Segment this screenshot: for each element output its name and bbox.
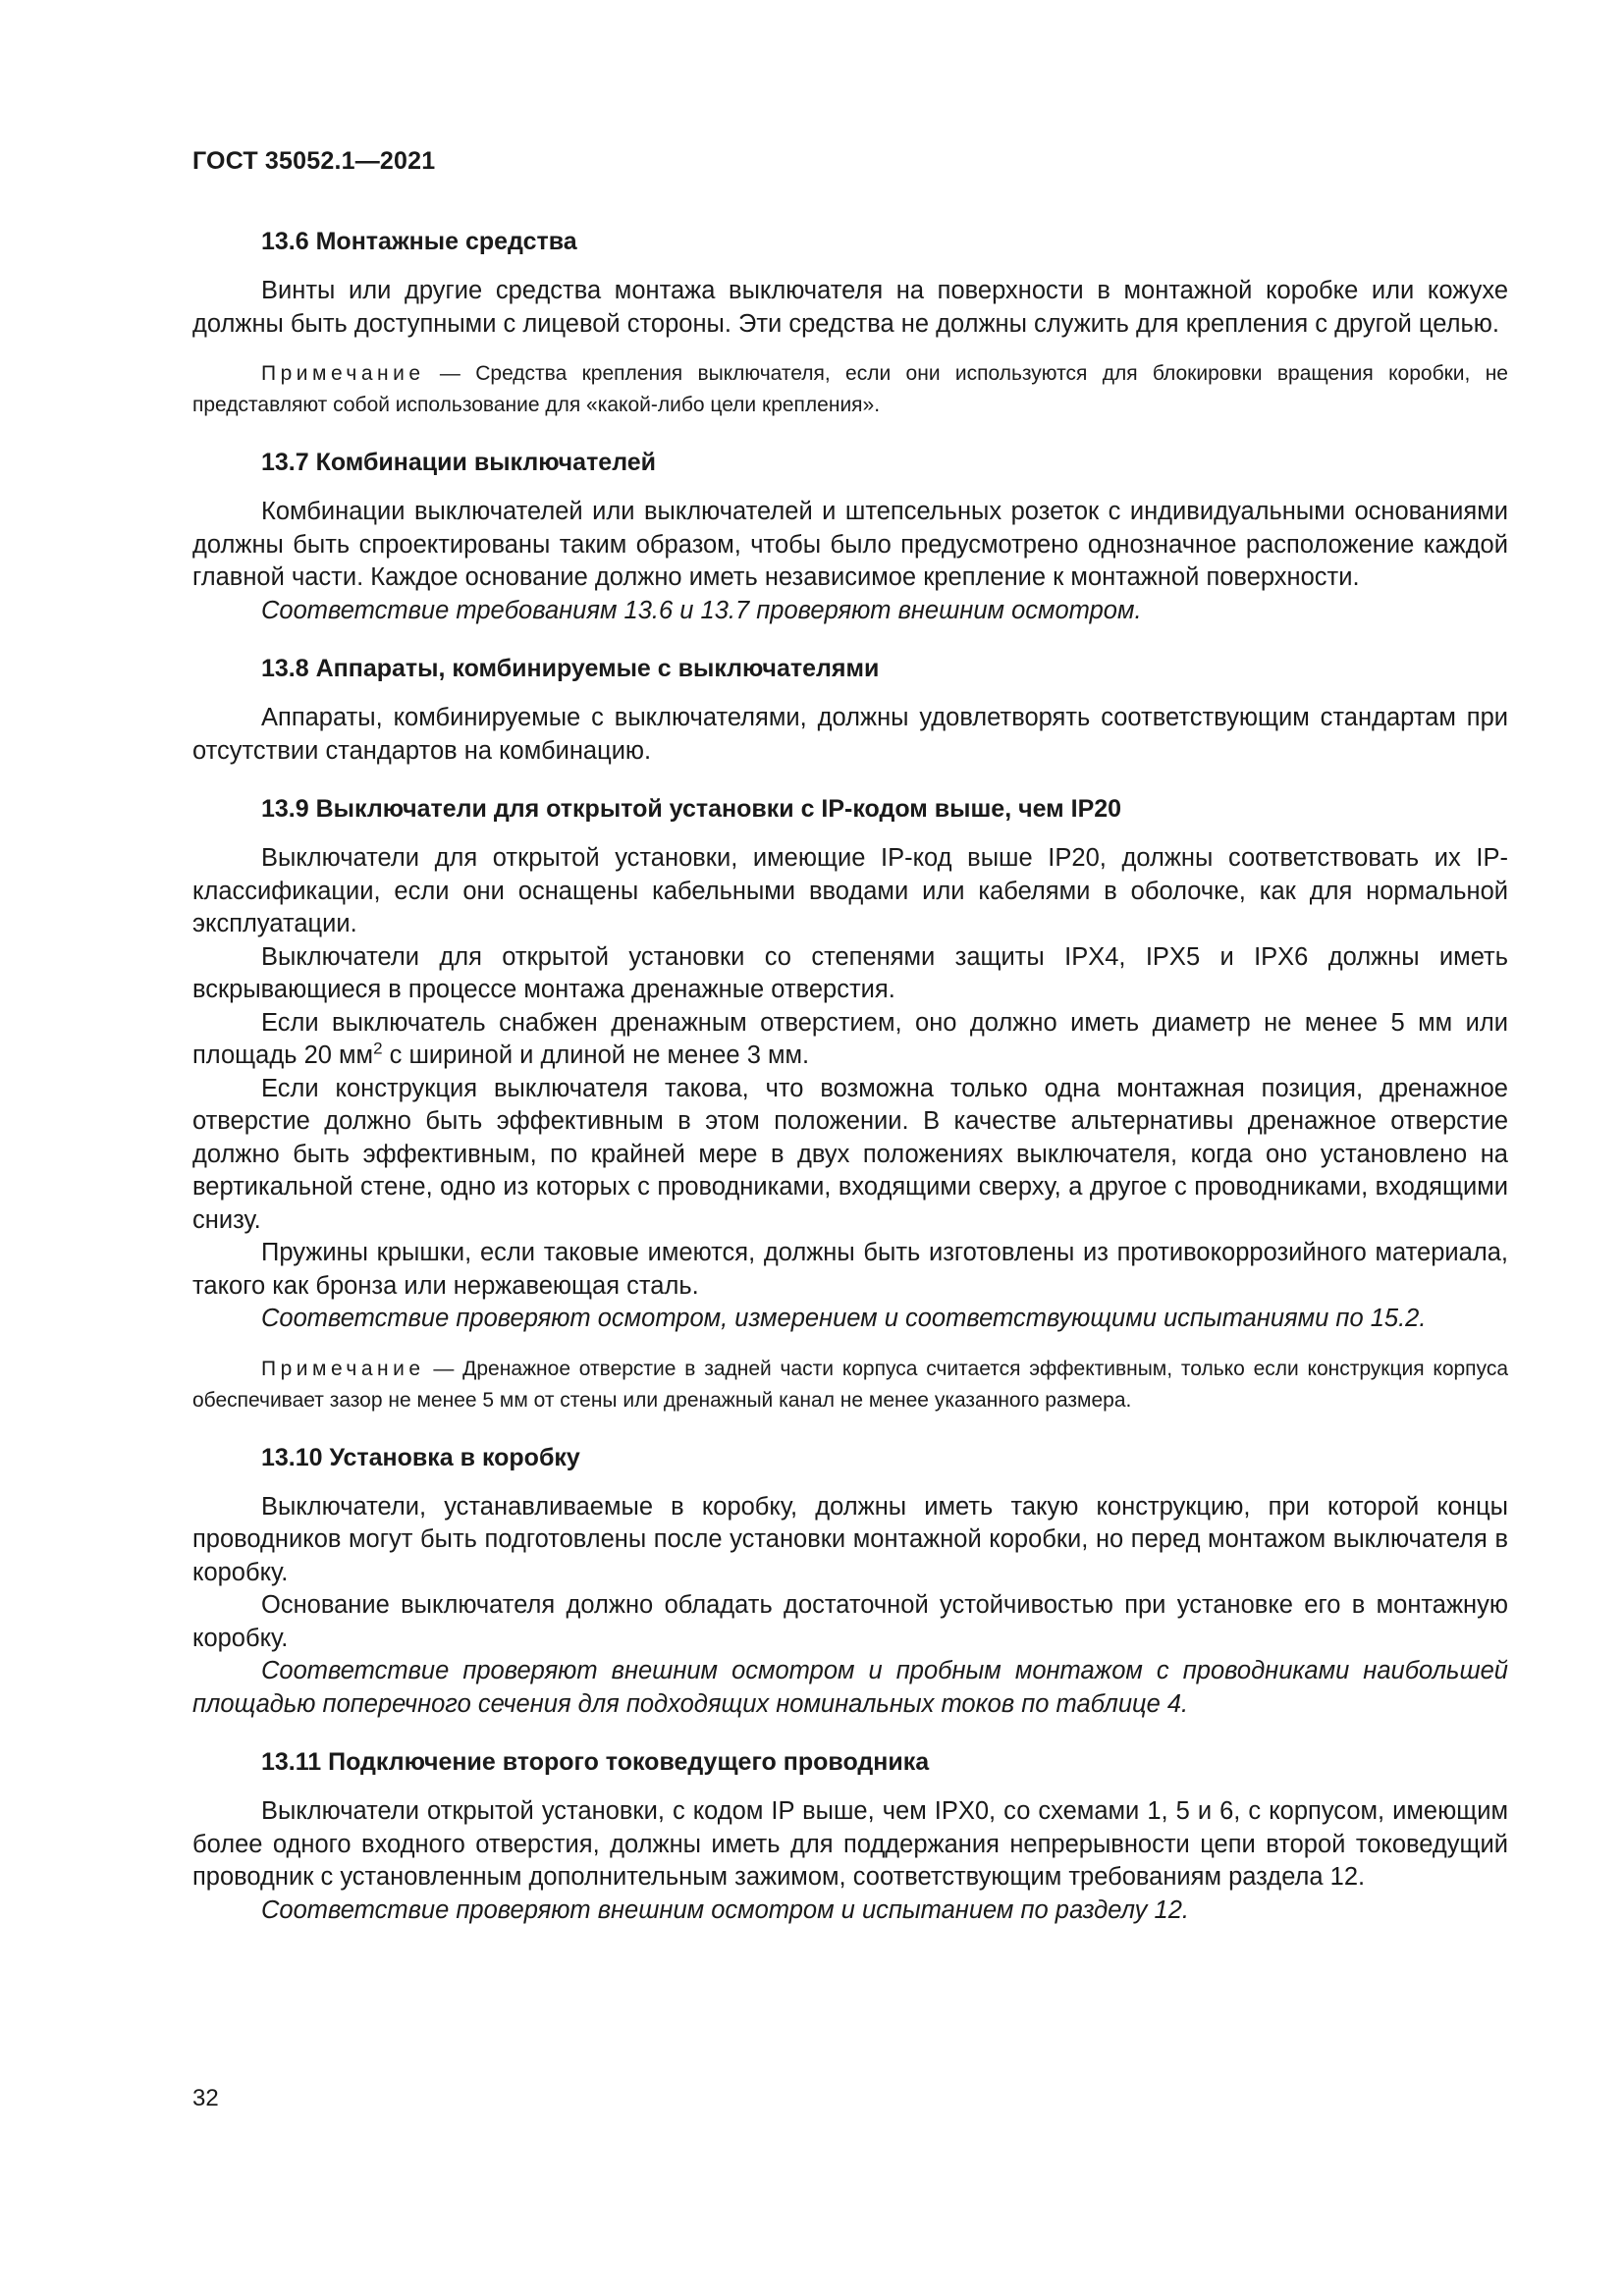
paragraph: Выключатели открытой установки, с кодом IP выше, чем IPX0, со схемами 1, 5 и 6, с корпусом, имеющим более одного входного отверстия, должны иметь для поддержания непрерывности цепи второй токоведущий проводник с установленным дополнительным зажимом, соответствующим требованиям раздела 12.	[192, 1797, 1508, 1891]
page-body	[192, 224, 1508, 1927]
paragraph	[192, 1007, 1508, 1073]
paragraph-text: с шириной и длиной не менее 3 мм.	[382, 1041, 810, 1069]
page-number: 32	[192, 2085, 219, 2111]
section-13-8	[192, 651, 1508, 768]
section-13-10	[192, 1440, 1508, 1722]
note-text: — Средства крепления выключателя, если они используются для блокировки вращения коробки, не представляют собой использование для «какой-либо цели крепления».	[192, 362, 1508, 416]
paragraph-text: Если выключатель снабжен дренажным отверстием, оно должно иметь диаметр не менее 5 мм или площадь 20 мм	[192, 1008, 1508, 1069]
paragraph: Пружины крышки, если таковые имеются, должны быть изготовлены из противокоррозийного материала, такого как бронза или нержавеющая сталь.	[192, 1239, 1508, 1300]
paragraph: Основание выключателя должно обладать достаточной устойчивостью при установке его в монтажную коробку.	[192, 1591, 1508, 1652]
section-13-6	[192, 224, 1508, 421]
paragraph: Выключатели для открытой установки, имеющие IP-код выше IP20, должны соответствовать их IP-классификации, если они оснащены кабельными вводами или кабелями в оболочке, как для нормальной эксплуатации.	[192, 844, 1508, 937]
document-code: ГОСТ 35052.1—2021	[192, 147, 436, 175]
note	[192, 1354, 1508, 1416]
section-13-11	[192, 1744, 1508, 1927]
paragraph: Выключатели, устанавливаемые в коробку, должны иметь такую конструкцию, при которой концы проводников могут быть подготовлены после установки монтажной коробки, но перед монтажом выключателя в коробку.	[192, 1492, 1508, 1586]
section-title: 13.6 Монтажные средства	[261, 228, 577, 255]
section-13-9	[192, 791, 1508, 1416]
note-label: Примечание	[261, 1357, 425, 1380]
paragraph: Аппараты, комбинируемые с выключателями, должны удовлетворять соответствующим стандартам при отсутствии стандартов на комбинацию.	[192, 704, 1508, 765]
paragraph: Если конструкция выключателя такова, что возможна только одна монтажная позиция, дренажное отверстие должно быть эффективным в этом положении. В качестве альтернативы дренажное отверстие должно быть эффективным, по крайней мере в двух положениях выключателя, когда оно установлено на вертикальной стене, одно из которых с проводниками, входящими сверху, а другое с проводниками, входящими снизу.	[192, 1074, 1508, 1234]
section-title: 13.9 Выключатели для открытой установки с IP-кодом выше, чем IP20	[261, 795, 1122, 823]
compliance-statement: Соответствие проверяют осмотром, измерением и соответствующими испытаниями по 15.2.	[261, 1305, 1427, 1332]
section-title: 13.8 Аппараты, комбинируемые с выключателями	[261, 655, 880, 682]
section-title: 13.10 Установка в коробку	[261, 1443, 580, 1471]
section-13-7	[192, 445, 1508, 627]
compliance-statement: Соответствие проверяют внешним осмотром и пробным монтажом с проводниками наибольшей площадью поперечного сечения для подходящих номинальных токов по таблице 4.	[192, 1657, 1508, 1718]
note-label: Примечание	[261, 362, 425, 385]
note-text: — Дренажное отверстие в задней части корпуса считается эффективным, только если конструкция корпуса обеспечивает зазор не менее 5 мм от стены или дренажный канал не менее указанного размера.	[192, 1357, 1508, 1412]
superscript: 2	[373, 1039, 383, 1058]
paragraph: Выключатели для открытой установки со степенями защиты IPX4, IPX5 и IPX6 должны иметь вскрывающиеся в процессе монтажа дренажные отверстия.	[192, 942, 1508, 1003]
section-title: 13.7 Комбинации выключателей	[261, 449, 657, 476]
section-title: 13.11 Подключение второго токоведущего проводника	[261, 1748, 930, 1776]
compliance-statement: Соответствие проверяют внешним осмотром и испытанием по разделу 12.	[261, 1896, 1189, 1924]
note	[192, 358, 1508, 421]
paragraph: Винты или другие средства монтажа выключателя на поверхности в монтажной коробке или кожухе должны быть доступными с лицевой стороны. Эти средства не должны служить для крепления с другой целью.	[192, 277, 1508, 338]
paragraph: Комбинации выключателей или выключателей и штепсельных розеток с индивидуальными основаниями должны быть спроектированы таким образом, чтобы было предусмотрено однозначное расположение каждой главной части. Каждое основание должно иметь независимое крепление к монтажной поверхности.	[192, 498, 1508, 591]
compliance-statement: Соответствие требованиям 13.6 и 13.7 проверяют внешним осмотром.	[261, 596, 1142, 624]
